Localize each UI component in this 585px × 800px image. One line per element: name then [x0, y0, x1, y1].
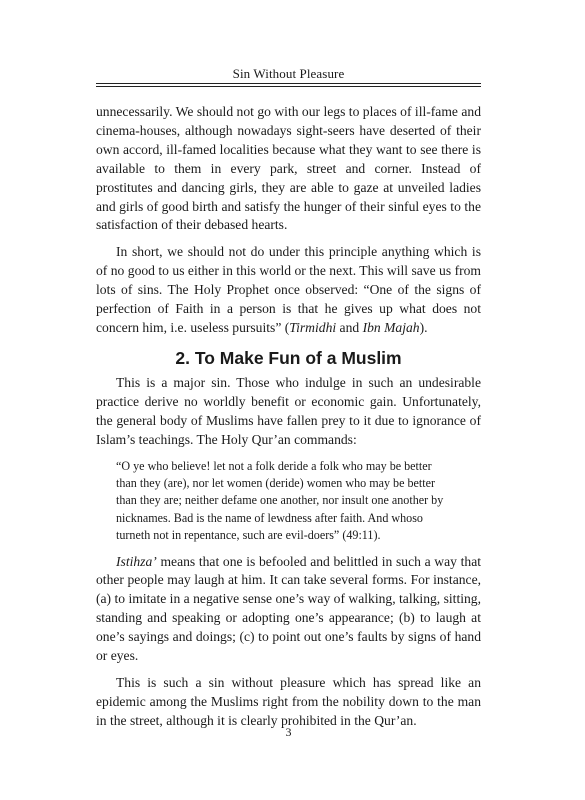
quran-quote-block: “O ye who believe! let not a folk deride a folk who may be better than they (are), nor let women (deride) women who may be better than they are; neither defame one another, nor insult one another by nicknames. Bad is the name of lewdness after faith. And whoso turneth not in repentance, such are evil-doers” (49:11).	[116, 458, 444, 543]
paragraph-continuation: unnecessarily. We should not go with our legs to places of ill-fame and cinema-houses, although nowadays sight-seers have deserted of their own accord, ill-famed localities because what they want to see there is available to them in every park, street and corner. Instead of prostitutes and dancing girls, they are able to gaze at unveiled ladies and girls of good birth and satisfy the hunger of their sinful eyes to the satisfaction of their debased hearts.	[96, 104, 481, 233]
paragraph-istihza-text: means that one is befooled and belittled in such a way that other people may laugh at him. It can take several forms. For instance, (a) to imitate in a negative sense one’s way of walking, talking, sitting, standing and speaking or adopting one’s appearance; (b) to laugh at one’s sayings and doings; (c) to point out one’s faults by signs of hand or eyes.	[96, 553, 481, 664]
source-conjunction: and	[336, 319, 363, 335]
header-rule-top	[96, 83, 481, 84]
paragraph-istihza	[96, 553, 481, 666]
paragraph-epidemic: This is such a sin without pleasure which has spread like an epidemic among the Muslims right from the nobility down to the man in the street, although it is clearly prohibited in the Qur’an.	[96, 674, 481, 728]
source-ibn-majah: Ibn Majah	[362, 319, 420, 335]
paragraph-in-short-text: In short, we should not do under this principle anything which is of no good to us either in this world or the next. This will save us from lots of sins. The Holy Prophet once observed: “One of the signs of perfection of Faith in a person is that he gives up what does not concern him, i.e. useless pursuits” (	[96, 244, 481, 335]
source-tirmidhi: Tirmidhi	[289, 319, 337, 335]
paragraph-in-short	[96, 243, 481, 338]
paragraph-major-sin: This is a major sin. Those who indulge in such an undesirable practice derive no worldly benefit or economic gain. Unfortunately, the general body of Muslims have fallen prey to it due to ignorance of Islam’s teachings. The Holy Qur’an commands:	[96, 374, 481, 447]
term-istihza: Istihza’	[116, 553, 157, 569]
running-head-title: Sin Without Pleasure	[232, 66, 345, 81]
section-heading: 2. To Make Fun of a Muslim	[175, 347, 402, 368]
header-rule-bottom	[96, 86, 481, 87]
page-number: 3	[285, 725, 292, 739]
page-body	[96, 103, 481, 739]
source-close: ).	[419, 319, 428, 335]
